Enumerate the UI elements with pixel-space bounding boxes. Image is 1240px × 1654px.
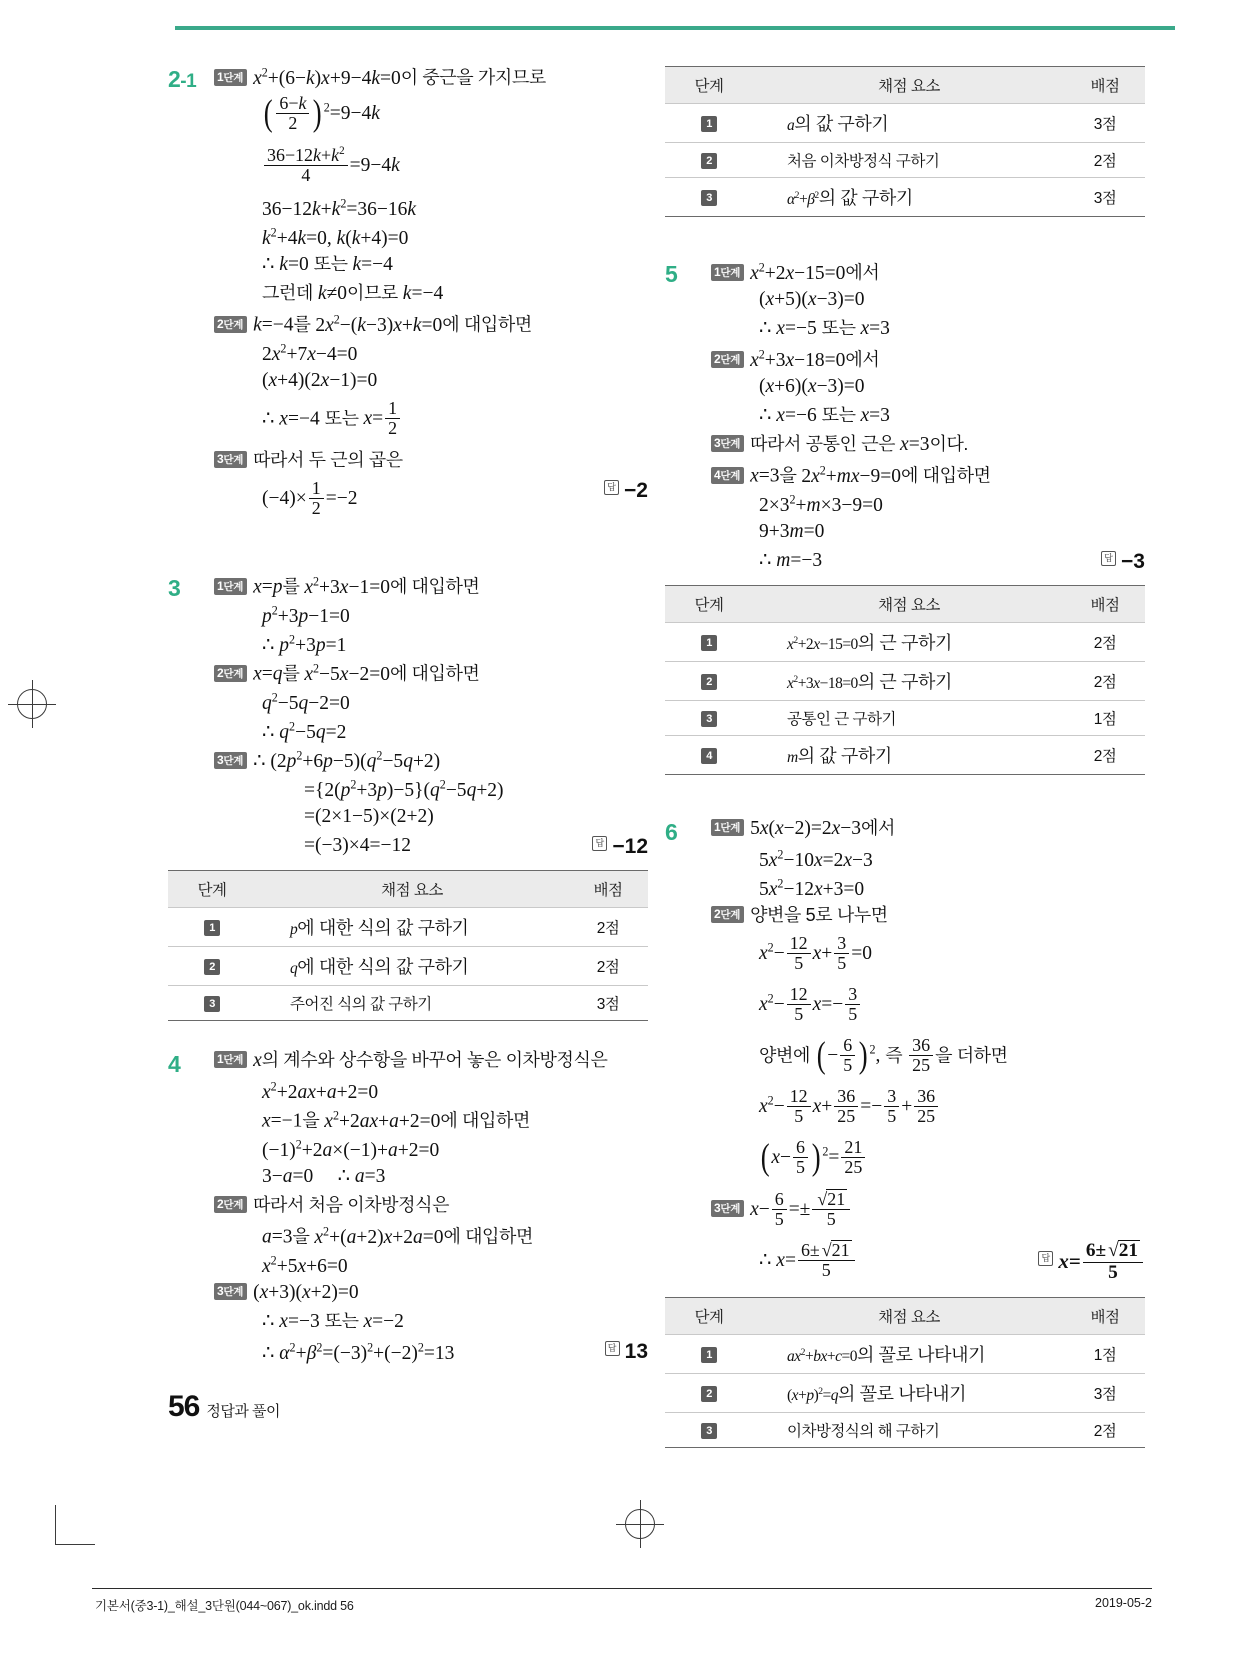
cell-score: 1점: [1065, 701, 1145, 736]
col-header-item: 채점 요소: [753, 67, 1065, 104]
answer-icon: 답: [1038, 1251, 1053, 1266]
step-badge-2: 2단계: [711, 906, 744, 923]
answer-icon: 답: [592, 836, 607, 851]
math-line: $k^2+4k=0$, k(k+4)=0: [262, 225, 409, 249]
step-number-badge: 2: [701, 1386, 717, 1402]
math-line: 1단계 $x^2+2x-15=0$에서: [711, 261, 1145, 285]
math-line: $2x^2+7x-4=0$: [262, 341, 358, 365]
grading-table-6: [665, 1297, 1145, 1448]
math-line: $x^2-$ $\frac{12}{5}$ x+ $\frac{3}{5}$ =0: [759, 933, 873, 974]
math-line: ∴ k=0 또는 k=−4: [262, 254, 393, 275]
step-badge-3: 3단계: [214, 1283, 247, 1300]
math-line: 1단계 5x(x−2)=2x−3에서: [711, 819, 1145, 843]
grading-table-5: [665, 585, 1145, 775]
step-badge-3: 3단계: [214, 451, 247, 468]
solution-number-6: 6: [665, 819, 678, 845]
step-badge-2: 2단계: [711, 351, 744, 368]
cell-item: m의 값 구하기: [753, 736, 1065, 775]
table-row: [665, 662, 1145, 701]
math-line: 3−a=0 ∴ a=3: [262, 1166, 386, 1187]
math-line: ∴ $p^2+3p=1$: [262, 632, 347, 656]
cell-step: [665, 1413, 753, 1448]
math-line: 3단계 x− $\frac{6}{5}$ =± $\frac{√21}{5}$: [711, 1190, 1145, 1236]
math-line: 4단계 x=3을 $2x^2+mx-9=0$에 대입하면: [711, 464, 1145, 488]
math-line: $\frac{36-12k+k^2}{4}$ =9−4k: [214, 146, 648, 192]
math-line: 그런데 k≠0이므로 k=−4: [262, 283, 444, 304]
cell-item: 처음 이차방정식 구하기: [753, 143, 1065, 178]
answer-icon: 답: [605, 1341, 620, 1356]
step-number-badge: 2: [204, 959, 220, 975]
math-line: $x^2+2ax+a+2=0$: [262, 1079, 379, 1103]
solution-number-2-1: 2-1: [168, 66, 197, 92]
math-line: ∴ m=−3 답 −3: [759, 550, 1145, 573]
math-line: 양변에 (− $\frac{6}{5}$ ) $^2$, 즉 $\frac{36}{25}$ 을 더하면: [759, 1034, 1008, 1076]
math-line: ( $\frac{6-k}{2}$ ) $^2$=9−4k: [263, 92, 380, 134]
math-line: 9+3m=0: [759, 521, 825, 542]
math-line: (x+6)(x−3)=0: [759, 376, 865, 397]
step-badge-3: 3단계: [711, 1200, 744, 1217]
math-line: a=3을 $x^2+(a+2)x+2a=0$에 대입하면: [262, 1224, 534, 1248]
step-badge-2: 2단계: [214, 665, 247, 682]
math-line: (x+4)(2x−1)=0: [262, 370, 378, 391]
cell-item: p에 대한 식의 값 구하기: [256, 908, 568, 947]
cell-step: [168, 947, 256, 986]
answer-icon: 답: [604, 480, 619, 495]
answer-icon: 답: [1101, 551, 1116, 566]
cell-item: a의 값 구하기: [753, 104, 1065, 143]
answer-marker: 답 13: [605, 1341, 648, 1362]
header-accent-rule: [175, 26, 1175, 30]
cell-step: [665, 1335, 753, 1374]
col-header-step: 단계: [168, 871, 256, 908]
solution-3: [168, 575, 648, 1021]
math-line: 3단계 (x+3)(x+2)=0: [214, 1283, 648, 1307]
cell-item: $ax^2+bx+c=0$의 꼴로 나타내기: [753, 1335, 1065, 1374]
math-line: x=−1을 $x^2+2ax+a+2=0$에 대입하면: [262, 1108, 530, 1132]
step-badge-1: 1단계: [214, 1051, 247, 1068]
math-line: $=\{2(p^2+3p)-5\}(q^2-5q+2)$: [304, 777, 504, 801]
col-header-score: 배점: [568, 871, 648, 908]
footer-file-name: 기본서(중3-1)_해설_3단원(044~067)_ok.indd 56: [95, 1599, 354, 1613]
step-badge-1: 1단계: [711, 264, 744, 281]
math-line: $q^2-5q-2=0$: [262, 690, 350, 714]
solution-body-4: [214, 1051, 648, 1365]
footer-divider: [92, 1588, 1152, 1589]
math-line: 2단계 $x^2+3x-18=0$에서: [711, 348, 1145, 372]
math-line: 2단계 양변을 5로 나누면: [711, 906, 1145, 930]
step-number-badge: 1: [204, 920, 220, 936]
table-row: [665, 143, 1145, 178]
table-row: [168, 986, 648, 1021]
math-line: ∴ x= $\frac{6\pm √21}{5}$ 답 x= $\frac{6\pm √21}{5}$: [711, 1241, 1145, 1287]
cell-score: 3점: [1065, 178, 1145, 217]
step-badge-2: 2단계: [214, 316, 247, 333]
math-line: (−4)× $\frac{1}{2}$ =−2 답 −2: [262, 478, 648, 519]
math-line: $5x^2-12x+3=0$: [759, 876, 865, 900]
step-badge-1: 1단계: [214, 69, 247, 86]
table-row: [665, 178, 1145, 217]
registration-mark-bottom: [616, 1500, 664, 1548]
math-line: ∴ $\alpha^2+\beta^2=(-3)^2+(-2)^2=13$ 답 13: [262, 1340, 648, 1364]
solution-4: [168, 1051, 648, 1365]
cell-item: 이차방정식의 해 구하기: [753, 1413, 1065, 1448]
table-row: [665, 623, 1145, 662]
cell-item: $x^2+3x-18=0$의 근 구하기: [753, 662, 1065, 701]
step-badge-2: 2단계: [214, 1196, 247, 1213]
footer-date: 2019-05-2: [1095, 1596, 1152, 1610]
solution-number-5: 5: [665, 261, 678, 287]
cell-item: $(x+p)^2=q$의 꼴로 나타내기: [753, 1374, 1065, 1413]
col-header-score: 배점: [1065, 1298, 1145, 1335]
page-label: 정답과 풀이: [206, 1403, 280, 1420]
col-header-item: 채점 요소: [753, 586, 1065, 623]
step-badge-1: 1단계: [711, 819, 744, 836]
cell-step: [665, 143, 753, 178]
answer-marker: 답 x= $\frac{6\pm √21}{5}$: [1038, 1241, 1145, 1285]
table-row: [168, 908, 648, 947]
step-number-badge: 1: [701, 635, 717, 651]
math-line: 2단계 x=q를 $x^2-5x-2=0$에 대입하면: [214, 662, 648, 686]
step-number-badge: 1: [701, 116, 717, 132]
step-number-badge: 3: [701, 190, 717, 206]
solution-body-6: [711, 819, 1145, 1287]
table-row: [665, 701, 1145, 736]
math-line: 2단계 k=−4를 $2x^2-(k-3)x+k=0$에 대입하면: [214, 313, 648, 337]
col-header-step: 단계: [665, 67, 753, 104]
table-row: [665, 1374, 1145, 1413]
math-line: ∴ $q^2-5q=2$: [262, 719, 347, 743]
col-header-item: 채점 요소: [753, 1298, 1065, 1335]
cell-score: 3점: [1065, 104, 1145, 143]
math-line: $x^2+5x+6=0$: [262, 1253, 348, 1277]
cell-step: [665, 178, 753, 217]
math-line: $36-12k+k^2=36-16k$: [262, 196, 417, 220]
grading-table-2-1: [665, 66, 1145, 217]
math-line: ∴ x=−3 또는 x=−2: [262, 1311, 404, 1332]
table-row: [665, 736, 1145, 775]
solution-6: [665, 819, 1145, 1448]
grading-table-3: [168, 870, 648, 1021]
col-header-step: 단계: [665, 586, 753, 623]
cell-step: [665, 623, 753, 662]
table-header-row: [665, 586, 1145, 623]
step-number-badge: 3: [701, 711, 717, 727]
math-line: (x+5)(x−3)=0: [759, 289, 865, 310]
col-header-score: 배점: [1065, 67, 1145, 104]
math-line: ∴ x=−6 또는 x=3: [759, 405, 890, 426]
solution-body-2-1: [214, 66, 648, 526]
step-number-badge: 2: [701, 674, 717, 690]
cell-score: 2점: [1065, 1413, 1145, 1448]
math-line: (x− $\frac{6}{5}$ ) $^2$= $\frac{21}{25}$: [711, 1139, 1145, 1185]
col-header-step: 단계: [665, 1298, 753, 1335]
cell-score: 2점: [1065, 623, 1145, 662]
cell-step: [168, 908, 256, 947]
math-line: ∴ x=−5 또는 x=3: [759, 318, 890, 339]
step-badge-3: 3단계: [214, 752, 247, 769]
solution-body-5: [711, 261, 1145, 575]
step-number-badge: 2: [701, 153, 717, 169]
math-line: 3단계 따라서 공통인 근은 x=3이다.: [711, 435, 1145, 459]
page-number-block: [168, 1390, 280, 1424]
right-column: [665, 66, 1145, 1448]
step-number-badge: 1: [701, 1347, 717, 1363]
math-line: $x^2-$ $\frac{12}{5}$ x+ $\frac{36}{25}$ =− $\frac{3}{5}$ + $\frac{36}{25}$: [711, 1088, 1145, 1134]
solution-body-3: [214, 575, 648, 860]
table-header-row: [168, 871, 648, 908]
math-line: $2\times 3^2+m\times 3-9=0$: [759, 492, 883, 516]
table-row: [665, 1413, 1145, 1448]
math-line: 2단계 따라서 처음 이차방정식은: [214, 1196, 648, 1220]
table-header-row: [665, 1298, 1145, 1335]
solution-number-3: 3: [168, 575, 181, 601]
math-line: ∴ x=−4 또는 x= $\frac{1}{2}$: [214, 400, 648, 446]
left-column: [168, 66, 648, 1370]
step-badge-1: 1단계: [214, 578, 247, 595]
cell-item: q에 대한 식의 값 구하기: [256, 947, 568, 986]
cell-score: 3점: [1065, 1374, 1145, 1413]
col-header-score: 배점: [1065, 586, 1145, 623]
table-row: [665, 1335, 1145, 1374]
col-header-item: 채점 요소: [256, 871, 568, 908]
page-number: 56: [168, 1390, 200, 1423]
math-line: $(-1)^2+2a\times(-1)+a+2=0$: [262, 1137, 440, 1161]
cell-item: 주어진 식의 값 구하기: [256, 986, 568, 1021]
step-number-badge: 3: [204, 996, 220, 1012]
cell-item: 공통인 근 구하기: [753, 701, 1065, 736]
math-line: =(−3)×4=−12 답 −12: [304, 835, 648, 858]
crop-mark-bottom-left: [55, 1505, 95, 1545]
math-line: 3단계 ∴ $(2p^2+6p-5)(q^2-5q+2)$: [214, 749, 648, 773]
step-badge-4: 4단계: [711, 467, 744, 484]
cell-step: [168, 986, 256, 1021]
math-line: $x^2-$ $\frac{12}{5}$ x=− $\frac{3}{5}$: [711, 986, 1145, 1032]
cell-step: [665, 104, 753, 143]
solution-2-1: [168, 66, 648, 526]
cell-score: 2점: [568, 947, 648, 986]
registration-mark-left: [8, 680, 56, 728]
table-header-row: [665, 67, 1145, 104]
cell-step: [665, 1374, 753, 1413]
answer-marker: 답 −2: [604, 480, 648, 501]
table-row: [665, 104, 1145, 143]
math-line: 1단계 $x^2+(6-k)x+9-4k=0$이 중근을 가지므로: [214, 66, 648, 90]
answer-marker: 답 −12: [592, 836, 648, 857]
solution-5: [665, 261, 1145, 775]
cell-score: 2점: [1065, 662, 1145, 701]
cell-score: 3점: [568, 986, 648, 1021]
table-row: [168, 947, 648, 986]
cell-step: [665, 736, 753, 775]
cell-step: [665, 701, 753, 736]
step-number-badge: 3: [701, 1423, 717, 1439]
cell-item: $\alpha^2+\beta^2$의 값 구하기: [753, 178, 1065, 217]
answer-marker: 답 −3: [1101, 551, 1145, 572]
math-line: =(2×1−5)×(2+2): [304, 806, 434, 827]
cell-score: 2점: [1065, 736, 1145, 775]
cell-score: 1점: [1065, 1335, 1145, 1374]
math-line: 3단계 따라서 두 근의 곱은: [214, 451, 648, 475]
step-number-badge: 4: [701, 748, 717, 764]
cell-score: 2점: [1065, 143, 1145, 178]
solution-number-4: 4: [168, 1051, 181, 1077]
step-badge-3: 3단계: [711, 435, 744, 452]
math-line: $p^2+3p-1=0$: [262, 603, 350, 627]
math-line: 1단계 x=p를 $x^2+3x-1=0$에 대입하면: [214, 575, 648, 599]
cell-step: [665, 662, 753, 701]
cell-score: 2점: [568, 908, 648, 947]
math-line: $5x^2-10x=2x-3$: [759, 847, 873, 871]
math-line: 1단계 x의 계수와 상수항을 바꾸어 놓은 이차방정식은: [214, 1051, 648, 1075]
cell-item: $x^2+2x-15=0$의 근 구하기: [753, 623, 1065, 662]
